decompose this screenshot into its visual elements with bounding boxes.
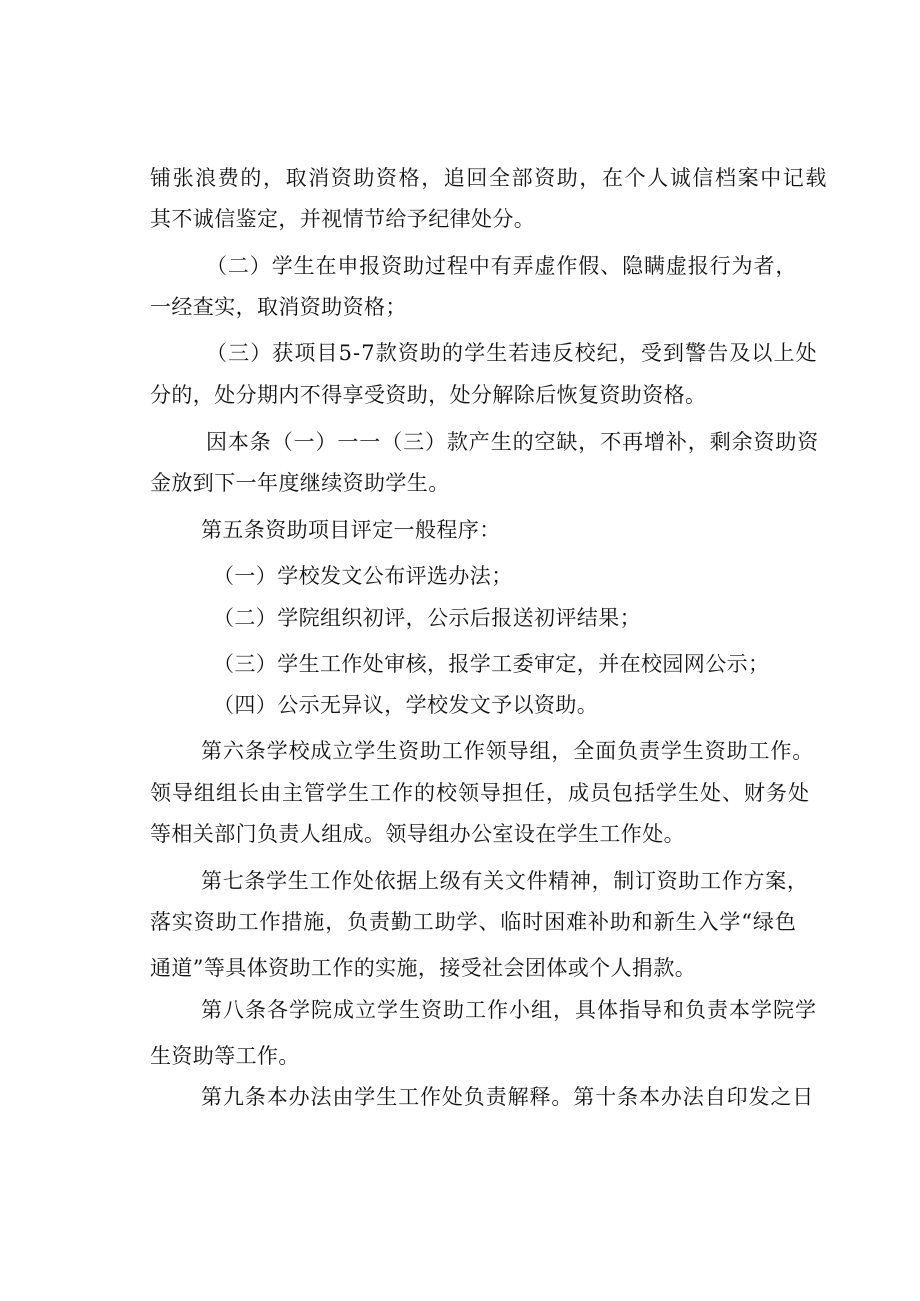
text-line: 第六条学校成立学生资助工作领导组，全面负责学生资助工作。 (201, 739, 815, 763)
text-line: 生资助等工作。 (150, 1044, 300, 1068)
text-line: 第九条本办法由学生工作处负责解释。第十条本办法自印发之日 (201, 1085, 815, 1109)
text-line: 第八条各学院成立学生资助工作小组，具体指导和负责本学院学 (201, 998, 817, 1022)
article-heading: 第五条资助项目评定一般程序： (201, 518, 501, 542)
text-line: 金放到下一年度继续资助学生。 (150, 471, 450, 495)
text-line: 第七条学生工作处依据上级有关文件精神，制订资助工作方案， (201, 869, 809, 893)
list-item: （三）学生工作处审核，报学工委审定，并在校园网公示； (213, 652, 770, 676)
text-line: 铺张浪费的，取消资助资格，追回全部资助，在个人诚信档案中记载 (150, 166, 828, 190)
list-item: （二）学院组织初评，公示后报送初评结果； (213, 606, 641, 630)
text-line: 其不诚信鉴定，并视情节给予纪律处分。 (150, 207, 536, 231)
text-line: （三）获项目5-7款资助的学生若违反校纪，受到警告及以上处 (206, 341, 818, 365)
text-line: 一经查实，取消资助资格； (150, 295, 407, 319)
list-item: （一）学校发文公布评选办法； (213, 564, 513, 588)
text-line: 领导组组长由主管学生工作的校领导担任，成员包括学生处、财务处 (150, 781, 810, 805)
text-line: 等相关部门负责人组成。领导组办公室设在学生工作处。 (150, 822, 685, 846)
text-line: 分的，处分期内不得享受资助，处分解除后恢复资助资格。 (150, 383, 707, 407)
text-line: （二）学生在申报资助过程中有弄虚作假、隐瞒虚报行为者， (206, 254, 798, 278)
text-line: 通道”等具体资助工作的实施，接受社会团体或个人捐款。 (150, 956, 697, 980)
list-item: （四）公示无异议，学校发文予以资助。 (213, 693, 599, 717)
text-line: 落实资助工作措施，负责勤工助学、临时困难补助和新生入学“绿色 (150, 910, 797, 934)
text-line: 因本条（一）一一（三）款产生的空缺，不再增补，剩余资助资 (206, 430, 820, 454)
